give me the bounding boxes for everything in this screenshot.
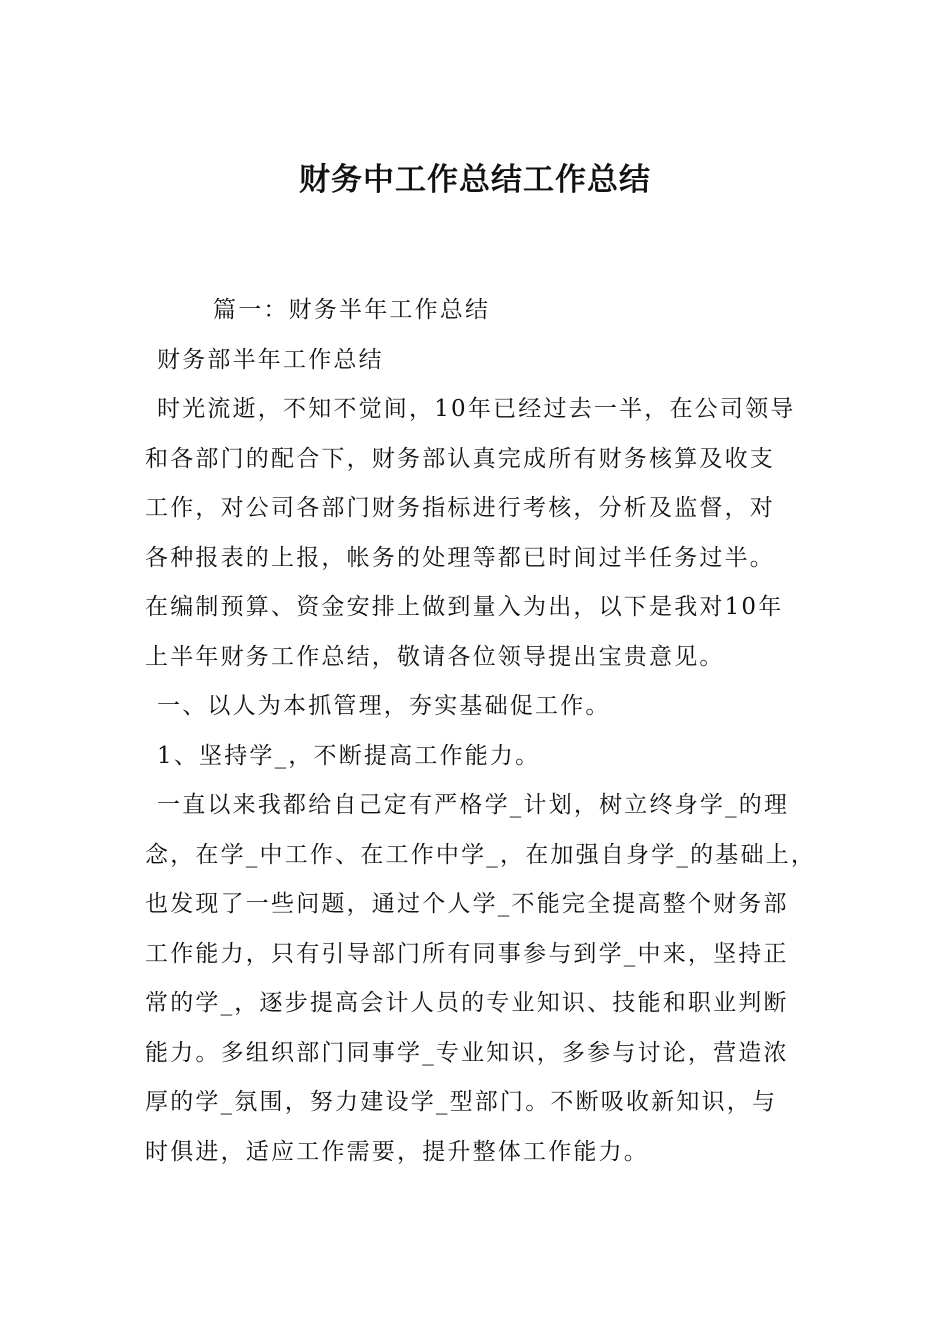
document-title: 财务中工作总结工作总结 [299, 162, 651, 198]
paragraph-line: 上半年财务工作总结，敬请各位领导提出宝贵意见。 [145, 643, 725, 670]
list-item: 1、坚持学_，不断提高工作能力。 [157, 742, 541, 769]
paragraph-line: 和各部门的配合下，财务部认真完成所有财务核算及收支 [145, 445, 775, 472]
section-heading: 篇一：财务半年工作总结 [213, 297, 491, 323]
paragraph-line: 常的学_，逐步提高会计人员的专业知识、技能和职业判断 [145, 990, 789, 1016]
document-body [145, 286, 825, 1177]
paragraph-line: 一直以来我都给自己定有严格学_计划，树立终身学_的理 [157, 792, 790, 818]
list-heading: 一、以人为本抓管理，夯实基础促工作。 [157, 693, 611, 719]
paragraph-line: 在编制预算、资金安排上做到量入为出，以下是我对10年 [145, 594, 784, 620]
paragraph-line: 时俱进，适应工作需要，提升整体工作能力。 [145, 1138, 649, 1165]
paragraph-line: 工作，对公司各部门财务指标进行考核，分析及监督，对 [145, 495, 775, 521]
subsection-heading: 财务部半年工作总结 [157, 346, 384, 373]
paragraph-line: 念，在学_中工作、在工作中学_，在加强自身学_的基础上， [145, 841, 817, 868]
paragraph-line: 各种报表的上报，帐务的处理等都已时间过半任务过半。 [145, 544, 775, 571]
paragraph-line: 工作能力，只有引导部门所有同事参与到学_中来，坚持正 [145, 940, 789, 967]
paragraph-line: 也发现了一些问题，通过个人学_不能完全提高整个财务部 [145, 891, 789, 917]
paragraph-line: 能力。多组织部门同事学_专业知识，多参与讨论，营造浓 [145, 1039, 789, 1066]
paragraph-line: 厚的学_氛围，努力建设学_型部门。不断吸收新知识，与 [145, 1089, 778, 1115]
paragraph-line: 时光流逝，不知不觉间，10年已经过去一半，在公司领导 [157, 396, 796, 422]
